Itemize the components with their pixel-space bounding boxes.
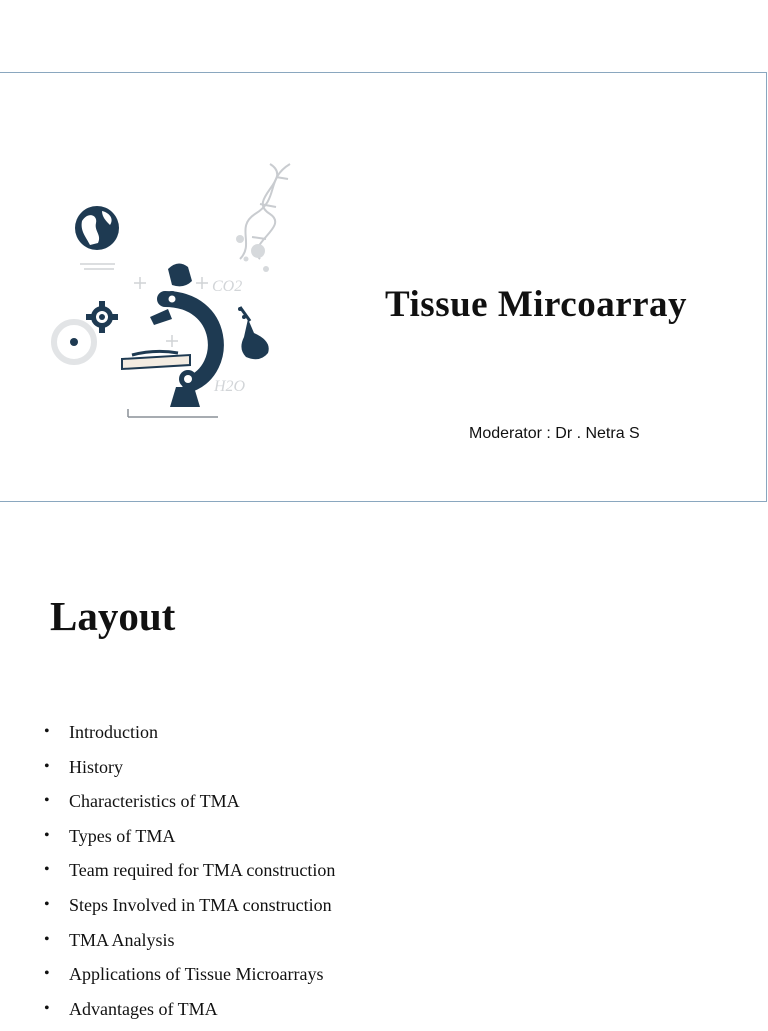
list-item — [44, 755, 335, 790]
dna-icon — [240, 164, 290, 259]
moderator-text: Moderator : Dr . Netra S — [469, 425, 640, 442]
list-item — [44, 893, 335, 928]
list-item — [44, 858, 335, 893]
bullet: • — [44, 965, 50, 983]
list-item — [44, 962, 335, 997]
title-slide — [0, 72, 767, 502]
globe-icon — [75, 206, 119, 250]
list-item-text: History — [69, 756, 123, 777]
list-item-text: Team required for TMA construction — [69, 860, 336, 881]
faded-gear-icon — [54, 322, 94, 362]
bullet: • — [44, 723, 50, 740]
microscope-icon — [122, 263, 218, 417]
co2-text: CO2 — [212, 278, 243, 295]
list-item-text: Characteristics of TMA — [69, 791, 240, 812]
h2o-text: H2O — [214, 378, 246, 395]
list-item-text: TMA Analysis — [69, 929, 175, 950]
bullet: • — [44, 895, 50, 913]
bullet: • — [44, 826, 50, 844]
list-item-text: Applications of Tissue Microarrays — [69, 964, 324, 985]
science-illustration — [40, 159, 310, 439]
list-item-text: Types of TMA — [69, 825, 176, 846]
list-item-text: Advantages of TMA — [69, 998, 218, 1019]
slide-title: Tissue Mircoarray — [385, 284, 688, 325]
bullet: • — [44, 999, 50, 1017]
flask-icon — [238, 307, 269, 359]
list-item-text: Introduction — [69, 722, 158, 742]
list-item-text: Steps Involved in TMA construction — [69, 894, 332, 915]
list-item — [44, 997, 335, 1031]
layout-heading: Layout — [50, 593, 176, 639]
list-item — [44, 789, 335, 824]
bullet: • — [44, 757, 50, 775]
list-item — [44, 928, 335, 963]
bullet: • — [44, 792, 50, 810]
list-item — [44, 824, 335, 859]
bullet: • — [44, 861, 50, 879]
bullet: • — [44, 930, 50, 948]
list-item — [44, 720, 335, 755]
agenda-list — [44, 720, 335, 1031]
